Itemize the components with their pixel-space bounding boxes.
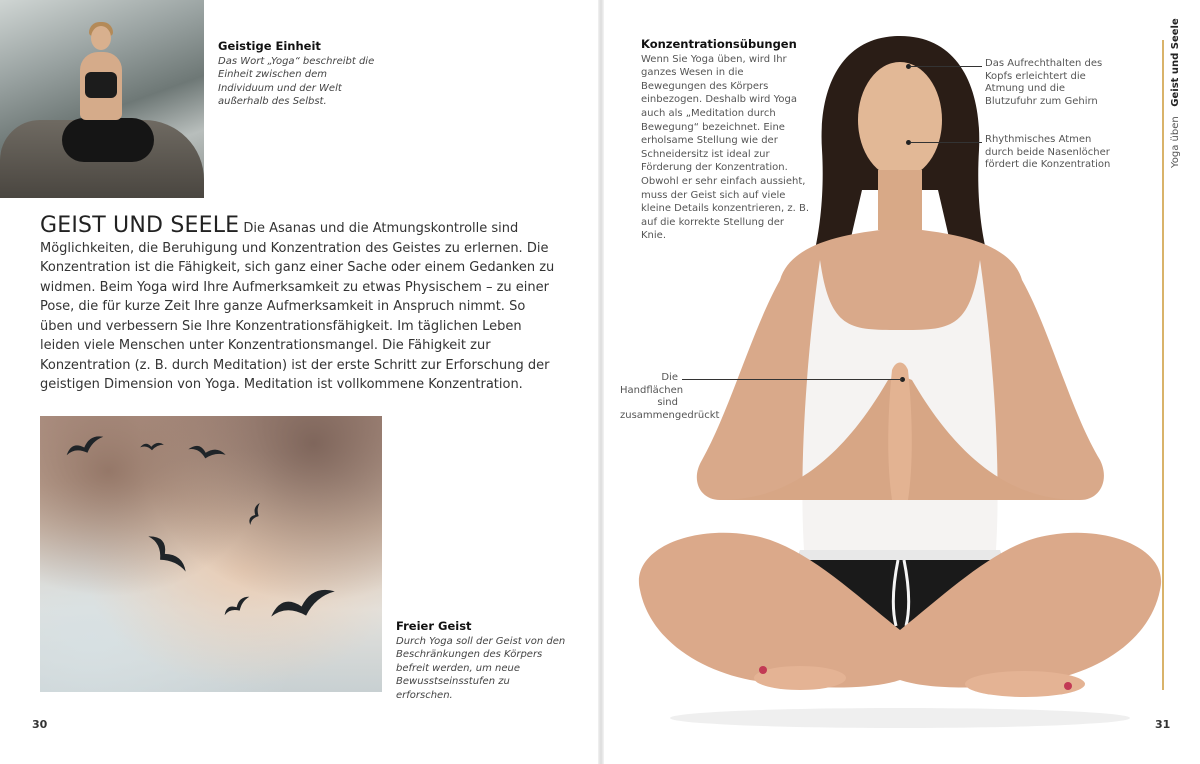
main-body-text: Die Asanas und die Atmungskontrolle sind Möglichkeiten, die Beruhigung und Konzentration des Geistes zu erlernen. Die Konzentration ist die Fähigkeit, sich ganz einer Sache oder einem Gedanken zu widmen. Beim Yoga wird Ihre Aufmerksamkeit zu etwas Physischem – zu einer Pose, die für kurze Zeit Ihre ganze Aufmerksamkeit in Anspruch nimmt. So üben und verbessern Sie Ihre Konzentrationsfähigkeit. Im täglichen Leben leiden viele Menschen unter Konzentrationsmangel. Die Fähigkeit zur Konzentration (z. B. durch Meditation) ist der erste Schritt zur Erforschung der geistigen Dimension von Yoga. Meditation ist vollkommene Konzentration.	[40, 221, 555, 392]
page-number-right: 31	[1155, 718, 1171, 731]
caption-title: Geistige Einheit	[218, 39, 321, 53]
side-label-prefix: Yoga üben	[1170, 116, 1181, 168]
caption-title: Freier Geist	[396, 619, 472, 633]
annotation-nose: Rhythmisches Atmen durch beide Nasenlöcher fördert die Konzentration	[985, 134, 1111, 170]
bird-icon	[244, 501, 266, 527]
bird-icon	[140, 440, 164, 451]
side-accent-rule	[1162, 40, 1164, 690]
caption-freier-geist	[396, 620, 566, 702]
meditation-lake-photo	[0, 0, 204, 198]
bird-icon	[220, 592, 254, 620]
caption-body: Das Wort „Yoga“ beschreibt die Einheit zwischen dem Individuum und der Welt außerhalb des Selbst.	[218, 55, 375, 107]
annotation-leader-hands	[682, 379, 902, 380]
annotation-head: Das Aufrechthalten des Kopfs erleichtert die Atmung und die Blutzufuhr zum Gehirn	[985, 58, 1103, 107]
bird-icon	[187, 439, 228, 466]
side-label-title: Geist und Seele	[1170, 18, 1181, 107]
section-heading: GEIST UND SEELE	[40, 213, 240, 238]
side-running-title	[1170, 18, 1181, 168]
caption-body: Durch Yoga soll der Geist von den Beschränkungen des Körpers befreit werden, um neue Bewusstseinsstufen zu erforschen.	[396, 635, 566, 701]
section-title: Konzentrationsübungen	[641, 37, 797, 51]
annotation-leader-nose	[910, 142, 982, 143]
main-text-block	[40, 213, 560, 395]
section-body: Wenn Sie Yoga üben, wird Ihr ganzes Wesen in die Bewegungen des Körpers einbezogen. Deshalb wird Yoga auch als „Meditation durch Bewegung“ bezeichnet. Eine erholsame Stellung wie der Schneidersitz ist ideal zur Förderung der Konzentration. Obwohl er sehr einfach aussieht, muss der Geist sich auf viele kleine Details konzentrieren, z. B. auf die korrekte Stellung der Knie.	[641, 53, 809, 242]
annotation-leader-head	[910, 66, 982, 67]
caption-geistige-einheit	[218, 40, 378, 109]
bird-icon	[266, 580, 340, 629]
annotation-hands: Die Handflächen sind zusammengedrückt	[620, 372, 720, 421]
bird-icon	[141, 527, 192, 581]
page-number-left: 30	[32, 718, 48, 731]
bird-icon	[63, 430, 108, 462]
birds-sky-photo	[40, 416, 382, 692]
